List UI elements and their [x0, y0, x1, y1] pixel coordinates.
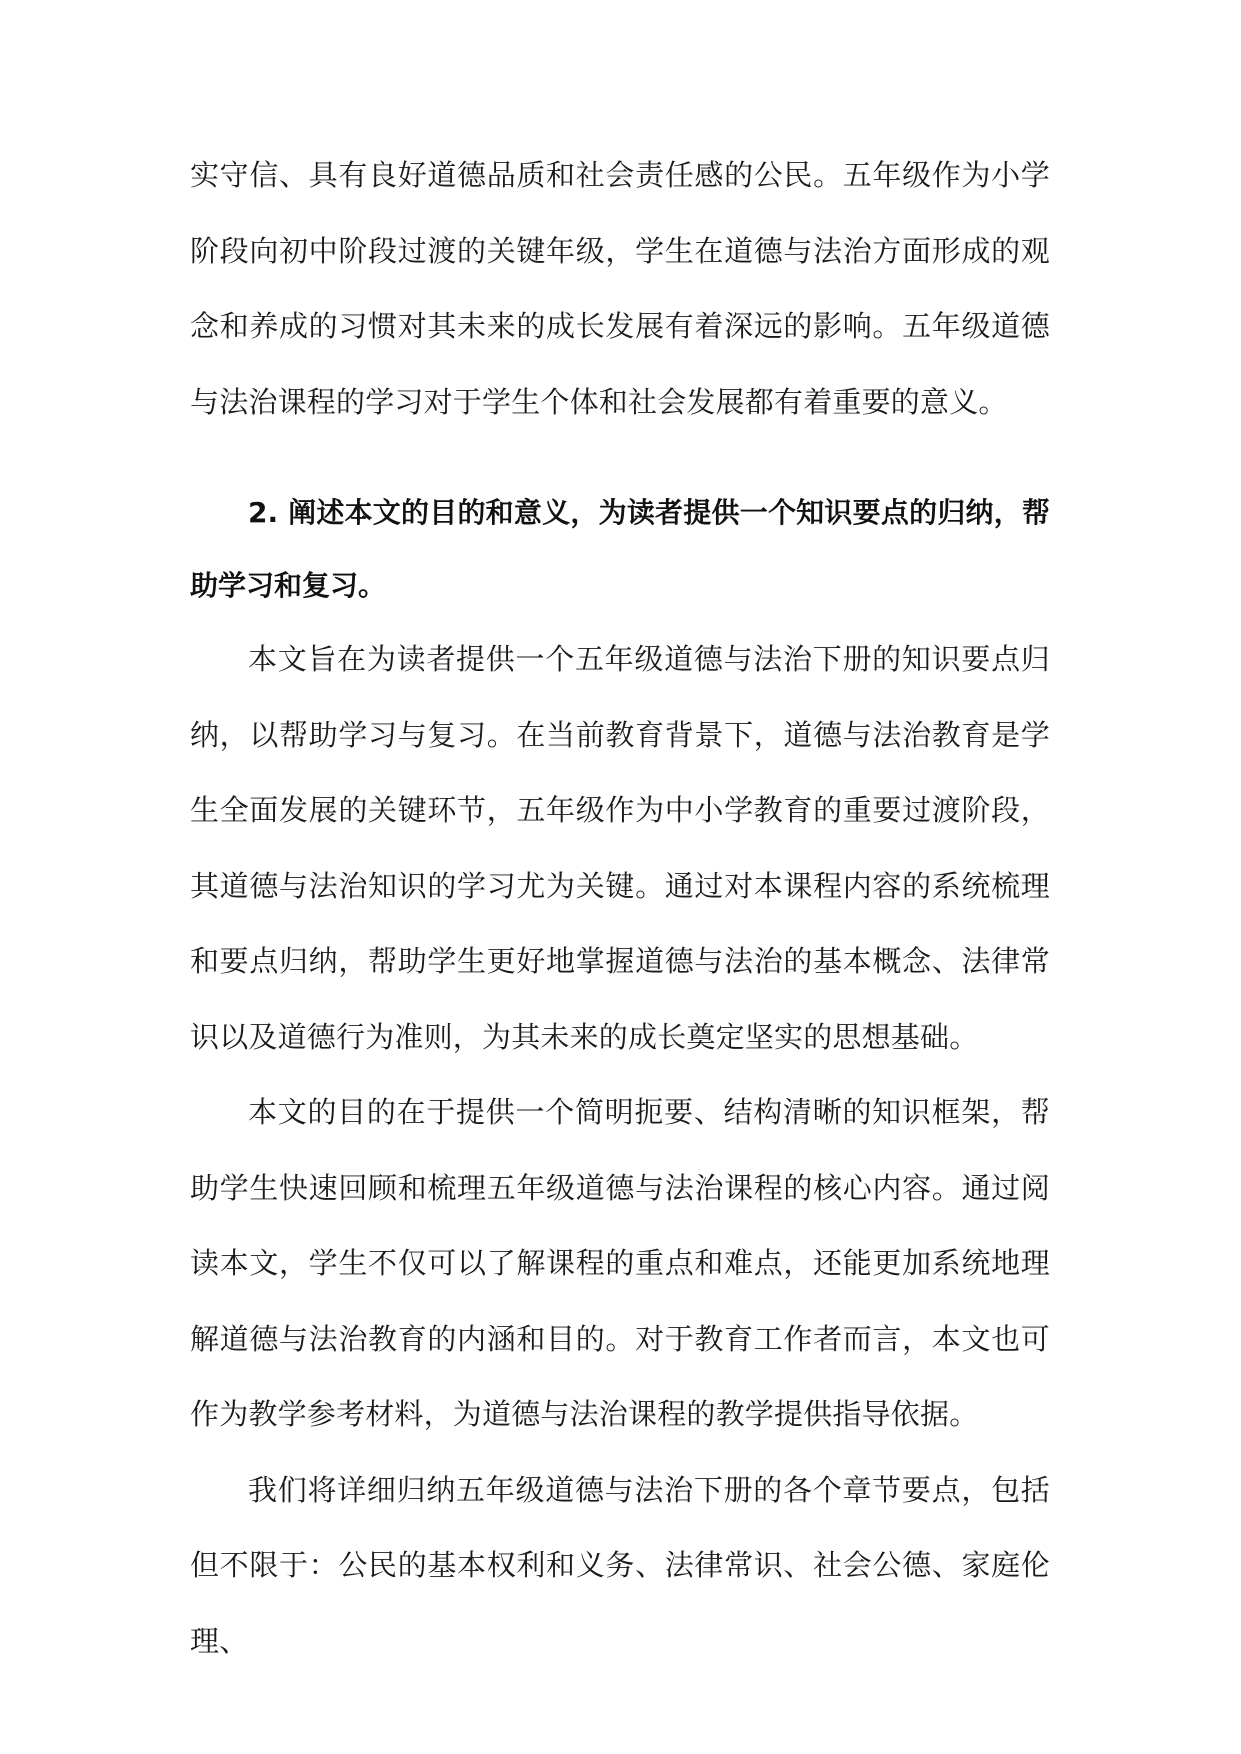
paragraph-continuation: 实守信、具有良好道德品质和社会责任感的公民。五年级作为小学阶段向初中阶段过渡的关键年级，学生在道德与法治方面形成的观念和养成的习惯对其未来的成长发展有着深远的影响。五年级道德与法治课程的学习对于学生个体和社会发展都有着重要的意义。: [190, 158, 1050, 419]
document-body: [190, 138, 1050, 1679]
paragraph-goal: 本文的目的在于提供一个简明扼要、结构清晰的知识框架，帮助学生快速回顾和梳理五年级道德与法治课程的核心内容。通过阅读本文，学生不仅可以了解课程的重点和难点，还能更加系统地理解道德与法治教育的内涵和目的。对于教育工作者而言，本文也可作为教学参考材料，为道德与法治课程的教学提供指导依据。: [190, 1095, 1050, 1431]
section-heading: 2. 阐述本文的目的和意义，为读者提供一个知识要点的归纳，帮助学习和复习。: [190, 496, 1050, 602]
paragraph-purpose: 本文旨在为读者提供一个五年级道德与法治下册的知识要点归纳，以帮助学习与复习。在当前教育背景下，道德与法治教育是学生全面发展的关键环节，五年级作为中小学教育的重要过渡阶段，其道德与法治知识的学习尤为关键。通过对本课程内容的系统梳理和要点归纳，帮助学生更好地掌握道德与法治的基本概念、法律常识以及道德行为准则，为其未来的成长奠定坚实的思想基础。: [190, 642, 1050, 1054]
paragraph-outline: 我们将详细归纳五年级道德与法治下册的各个章节要点，包括但不限于：公民的基本权利和义务、法律常识、社会公德、家庭伦理、: [190, 1472, 1050, 1658]
